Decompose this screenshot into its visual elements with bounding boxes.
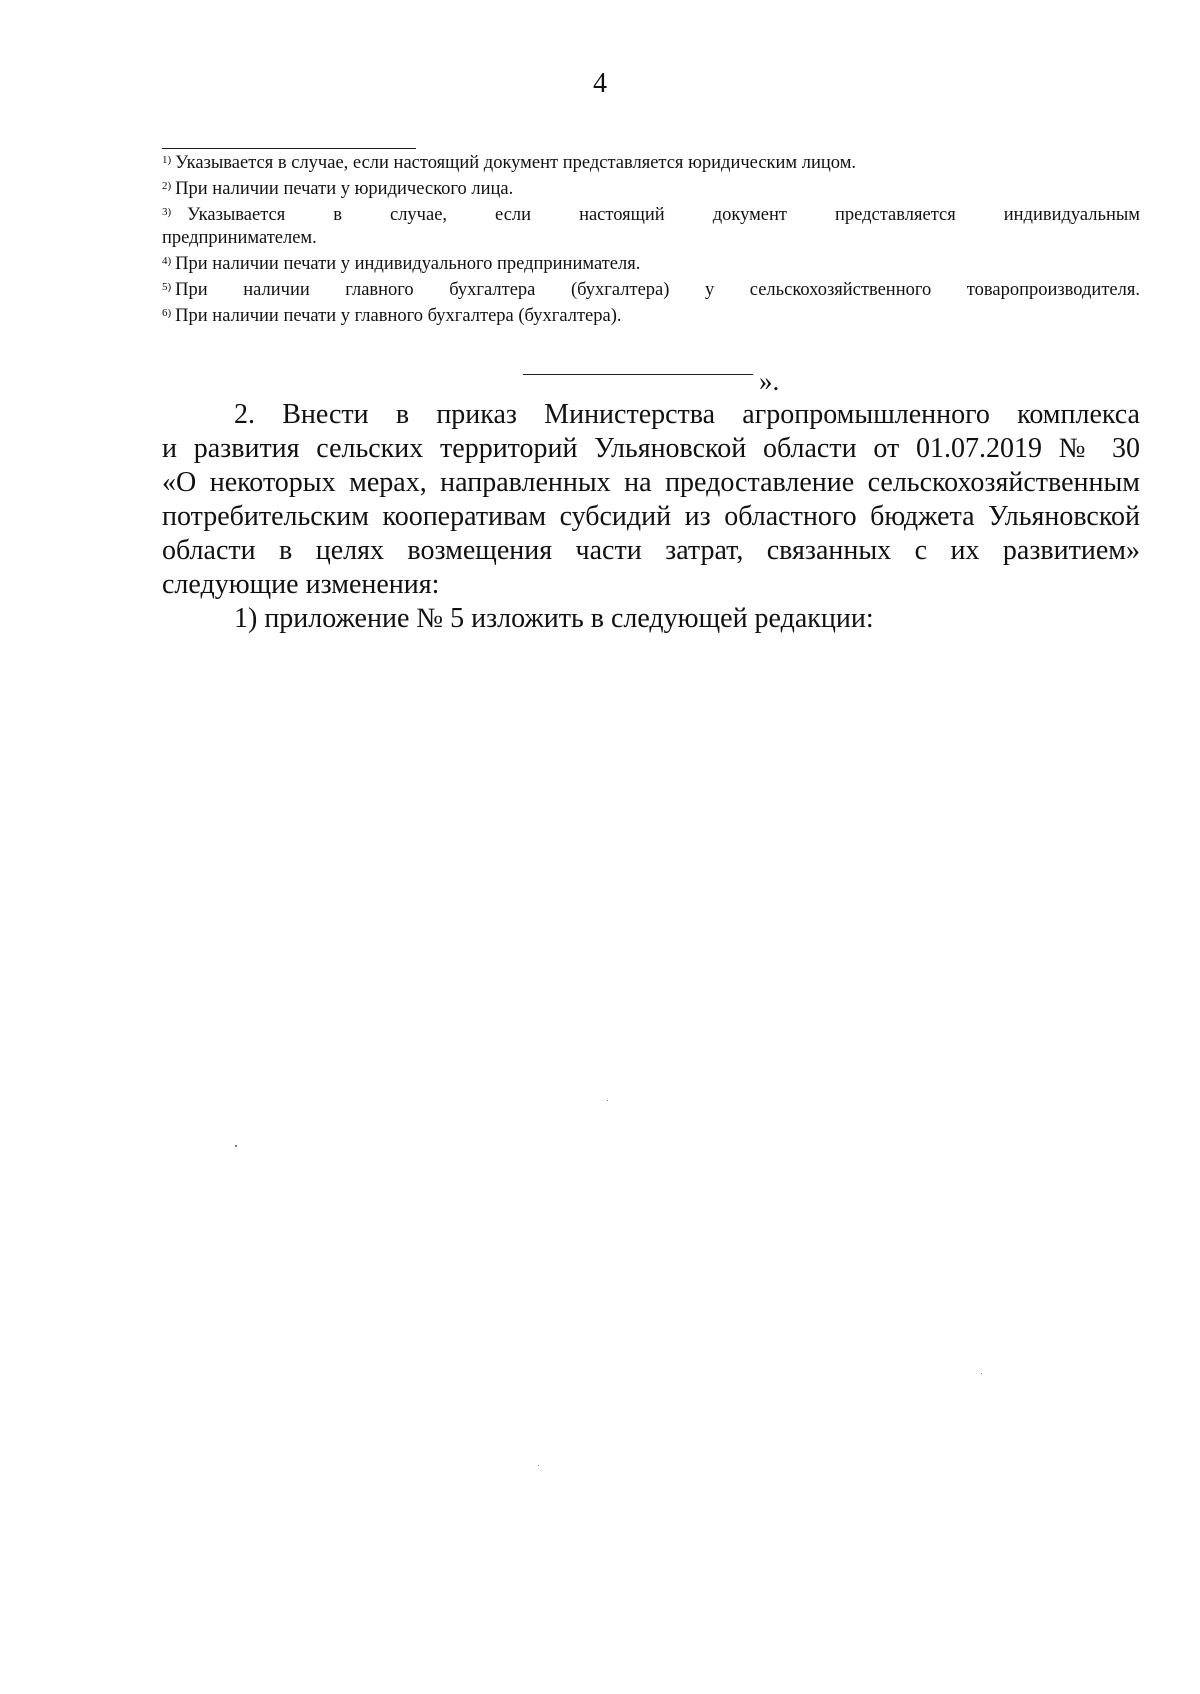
footnote-1 (162, 152, 1140, 175)
item-2-line: «О некоторых мерах, направленных на предоставление сельскохозяйственным (162, 467, 1140, 498)
item-2-line: следующие изменения: (162, 569, 440, 600)
scan-speck (607, 1100, 608, 1101)
footnote-text: При наличии печати у индивидуального предпринимателя. (175, 254, 641, 274)
footnote-mark: 6) (162, 307, 172, 319)
closing-underline (523, 374, 753, 375)
footnote-mark: 5) (162, 281, 172, 293)
footnote-text: Указывается в случае, если настоящий документ представляется юридическим лицом. (175, 153, 857, 173)
footnote-6 (162, 305, 1140, 328)
footnote-mark: 2) (162, 180, 172, 192)
item-2-line: области в целях возмещения части затрат, связанных с их развитием» (162, 535, 1140, 566)
footnote-4 (162, 253, 1140, 276)
item-2-line: 2. Внести в приказ Министерства агропромышленного комплекса (234, 399, 1140, 430)
footnote-continuation: предпринимателем. (162, 228, 317, 248)
scan-speck (538, 1465, 539, 1466)
footnote-text: Указывается в случае, если настоящий документ представляется индивидуальным (187, 205, 1140, 225)
footnote-2 (162, 178, 1140, 201)
subitem-1-paragraph: 1) приложение № 5 изложить в следующей редакции: (234, 603, 874, 634)
footnote-text: При наличии печати у юридического лица. (175, 179, 514, 199)
footnote-text: При наличии главного бухгалтера (бухгалтера) у сельскохозяйственного товаропроизводителя. (175, 280, 1140, 300)
footnote-mark: 3) (162, 206, 172, 218)
footnote-separator (162, 148, 416, 149)
footnote-text: При наличии печати у главного бухгалтера (бухгалтера). (175, 306, 622, 326)
footnotes (162, 152, 1140, 331)
footnote-mark: 4) (162, 255, 172, 267)
item-2-paragraph (162, 398, 1140, 602)
footnote-5 (162, 279, 1140, 302)
item-2-line: потребительским кооперативам субсидий из областного бюджета Ульяновской (162, 501, 1140, 532)
scan-speck (235, 1145, 237, 1147)
main-text (162, 398, 1140, 636)
item-2-line: и развития сельских территорий Ульяновской области от 01.07.2019 № 30 (162, 433, 1140, 464)
footnote-3 (162, 204, 1140, 250)
closing-quote-mark: ». (759, 366, 780, 396)
scan-speck (981, 1373, 982, 1374)
page-number: 4 (593, 68, 607, 99)
footnote-mark: 1) (162, 154, 172, 166)
